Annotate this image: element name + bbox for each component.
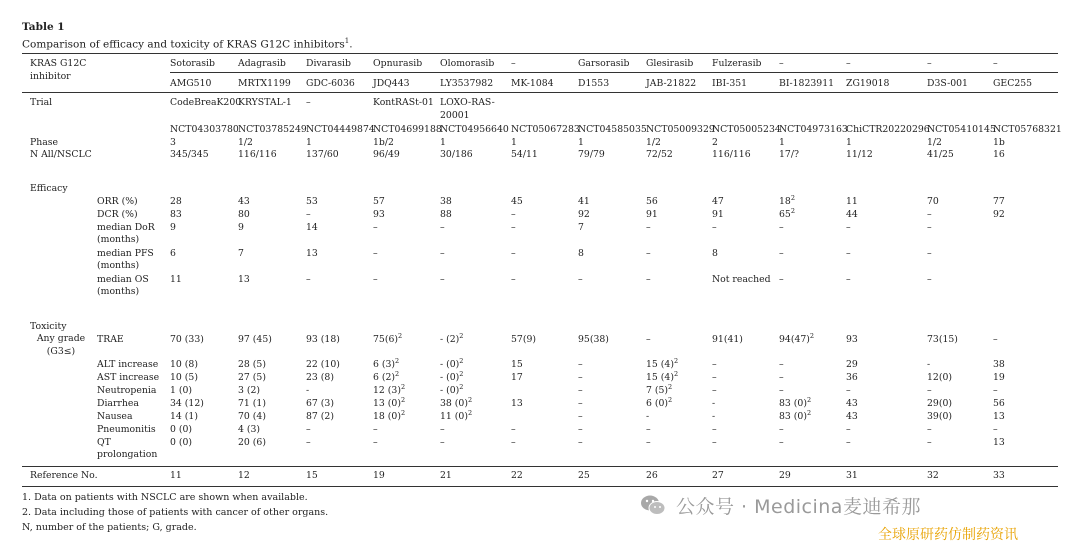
- toxicity-value-cell: 29(0): [927, 398, 952, 409]
- toxicity-value-cell: 10 (8): [170, 359, 198, 370]
- toxicity-value-cell: 83 $(0)^2$: [779, 409, 812, 422]
- n-cell: 17/?: [779, 149, 799, 160]
- nct-cell: NCT05067283: [511, 124, 580, 135]
- efficacy-value-cell: 9: [170, 222, 176, 233]
- footnote-abbrev: N, number of the patients; G, grade.: [22, 522, 197, 533]
- toxicity-value-cell: –: [993, 385, 998, 396]
- toxicity-value-cell: 17: [511, 372, 523, 383]
- toxicity-value-cell: –: [712, 424, 717, 435]
- toxicity-value-cell: 11 $(0)^2$: [440, 409, 473, 422]
- toxicity-value-cell: –: [779, 385, 784, 396]
- reference-cell: 11: [170, 470, 182, 481]
- toxicity-value-cell: –: [927, 424, 932, 435]
- nct-cell: NCT04449874: [306, 124, 375, 135]
- n-cell: 11/12: [846, 149, 873, 160]
- phase-cell: 3: [170, 137, 176, 148]
- table-caption: [22, 20, 353, 52]
- toxicity-value-cell: 34 (12): [170, 398, 204, 409]
- efficacy-label: Efficacy: [30, 183, 68, 194]
- toxicity-value-cell: 39(0): [927, 411, 952, 422]
- efficacy-value-cell: 77: [993, 196, 1005, 207]
- toxicity-value-cell: - $(0)^2$: [440, 357, 464, 370]
- toxicity-value-cell: –: [846, 385, 851, 396]
- efficacy-row-label: median DoR: [97, 222, 155, 233]
- toxicity-value-cell: 19: [993, 372, 1005, 383]
- toxicity-value-cell: –: [578, 359, 583, 370]
- efficacy-value-cell: 70: [927, 196, 939, 207]
- toxicity-value-cell: -: [712, 411, 716, 422]
- phase-cell: 1: [779, 137, 785, 148]
- phase-cell: 1/2: [927, 137, 942, 148]
- toxicity-value-cell: –: [712, 385, 717, 396]
- drug-name-cell: Adagrasib: [238, 58, 286, 69]
- efficacy-value-cell: 80: [238, 209, 250, 220]
- toxicity-value-cell: 93 (18): [306, 334, 340, 345]
- toxicity-value-cell: –: [373, 424, 378, 435]
- toxicity-value-cell: –: [306, 437, 311, 448]
- toxicity-value-cell: –: [646, 437, 651, 448]
- toxicity-value-cell: 91(41): [712, 334, 743, 345]
- efficacy-value-cell: 11: [170, 274, 182, 285]
- toxicity-value-cell: 71 (1): [238, 398, 266, 409]
- efficacy-value-cell: 11: [846, 196, 858, 207]
- efficacy-value-cell: 6: [170, 248, 176, 259]
- efficacy-value-cell: 7: [238, 248, 244, 259]
- toxicity-value-cell: 83 $(0)^2$: [779, 396, 812, 409]
- phase-cell: 1: [846, 137, 852, 148]
- toxicity-value-cell: - $(0)^2$: [440, 383, 464, 396]
- phase-cell: 1b: [993, 137, 1005, 148]
- n-cell: 41/25: [927, 149, 954, 160]
- toxicity-value-cell: –: [306, 424, 311, 435]
- toxicity-value-cell: -: [646, 411, 650, 422]
- toxicity-value-cell: 93: [846, 334, 858, 345]
- table-label: Table 1: [22, 21, 65, 33]
- phase-cell: 1: [440, 137, 446, 148]
- drug-code-cell: D1553: [578, 78, 610, 89]
- efficacy-value-cell: 8: [712, 248, 718, 259]
- toxicity-value-cell: 29: [846, 359, 858, 370]
- toxicity-value-cell: 6 $(0)^2$: [646, 396, 673, 409]
- reference-cell: 12: [238, 470, 250, 481]
- toxicity-value-cell: 1 (0): [170, 385, 193, 396]
- toxicity-value-cell: –: [712, 372, 717, 383]
- efficacy-value-cell: 43: [238, 196, 250, 207]
- efficacy-value-cell: –: [306, 209, 311, 220]
- drug-code-cell: JAB-21822: [646, 78, 697, 89]
- toxicity-value-cell: 15 $(4)^2$: [646, 357, 679, 370]
- toxicity-value-cell: –: [846, 437, 851, 448]
- toxicity-value-cell: –: [511, 437, 516, 448]
- toxicity-value-cell: –: [578, 411, 583, 422]
- drug-name-cell: Olomorasib: [440, 58, 495, 69]
- efficacy-value-cell: 93: [373, 209, 385, 220]
- trial-name-cell: KontRASt-01: [373, 97, 434, 108]
- drug-code-cell: GDC-6036: [306, 78, 355, 89]
- efficacy-value-cell: 13: [306, 248, 318, 259]
- efficacy-value-cell: –: [511, 209, 516, 220]
- efficacy-value-cell: –: [779, 222, 784, 233]
- drug-name-cell: Sotorasib: [170, 58, 215, 69]
- toxicity-value-cell: 20 (6): [238, 437, 266, 448]
- phase-cell: 1/2: [238, 137, 253, 148]
- efficacy-row-sublabel: (months): [97, 234, 140, 245]
- efficacy-value-cell: –: [927, 274, 932, 285]
- efficacy-row-label: median PFS: [97, 248, 154, 259]
- efficacy-value-cell: –: [712, 222, 717, 233]
- efficacy-value-cell: 14: [306, 222, 318, 233]
- nct-cell: NCT05768321: [993, 124, 1062, 135]
- efficacy-value-cell: –: [846, 222, 851, 233]
- efficacy-value-cell: –: [440, 248, 445, 259]
- nct-cell: NCT04956640: [440, 124, 509, 135]
- toxicity-value-cell: 13: [993, 411, 1005, 422]
- toxicity-value-cell: - $(0)^2$: [440, 370, 464, 383]
- toxicity-value-cell: 87 (2): [306, 411, 334, 422]
- efficacy-value-cell: –: [927, 222, 932, 233]
- phase-cell: 1: [306, 137, 312, 148]
- efficacy-value-cell: –: [927, 248, 932, 259]
- efficacy-value-cell: 56: [646, 196, 658, 207]
- drug-code-cell: GEC255: [993, 78, 1033, 89]
- efficacy-value-cell: –: [511, 248, 516, 259]
- n-label: N All/NSCLC: [30, 149, 92, 160]
- toxicity-value-cell: 56: [993, 398, 1005, 409]
- toxicity-value-cell: –: [373, 437, 378, 448]
- efficacy-value-cell: 53: [306, 196, 318, 207]
- toxicity-value-cell: –: [927, 437, 932, 448]
- nct-cell: NCT05410145: [927, 124, 996, 135]
- efficacy-value-cell: 83: [170, 209, 182, 220]
- table-title: Comparison of efficacy and toxicity of KRAS G12C inhibitors$^1$.: [22, 37, 353, 51]
- drug-name-cell: –: [993, 58, 998, 69]
- toxicity-value-cell: –: [712, 437, 717, 448]
- efficacy-value-cell: 91: [712, 209, 724, 220]
- toxicity-value-cell: –: [779, 437, 784, 448]
- drug-name-cell: Opnurasib: [373, 58, 423, 69]
- toxicity-row-label: Pneumonitis: [97, 424, 156, 435]
- efficacy-value-cell: –: [646, 248, 651, 259]
- table-top-rule: [22, 53, 1058, 54]
- efficacy-value-cell: 47: [712, 196, 724, 207]
- toxicity-value-cell: 38 $(0)^2$: [440, 396, 473, 409]
- toxicity-label: Toxicity: [30, 321, 67, 332]
- efficacy-value-cell: 57: [373, 196, 385, 207]
- nct-cell: NCT05009329: [646, 124, 715, 135]
- efficacy-value-cell: Not reached: [712, 274, 771, 285]
- toxicity-value-cell: –: [578, 385, 583, 396]
- efficacy-value-cell: 88: [440, 209, 452, 220]
- efficacy-value-cell: –: [373, 222, 378, 233]
- drug-name-cell: Fulzerasib: [712, 58, 762, 69]
- toxicity-value-cell: 38: [993, 359, 1005, 370]
- reference-cell: 29: [779, 470, 791, 481]
- toxicity-value-cell: 23 (8): [306, 372, 334, 383]
- toxicity-value-cell: 27 (5): [238, 372, 266, 383]
- toxicity-value-cell: –: [440, 437, 445, 448]
- toxicity-value-cell: 13 $(0)^2$: [373, 396, 406, 409]
- efficacy-value-cell: –: [846, 248, 851, 259]
- toxicity-value-cell: -: [927, 359, 931, 370]
- toxicity-value-cell: 22 (10): [306, 359, 340, 370]
- trial-name-cell: KRYSTAL-1: [238, 97, 292, 108]
- efficacy-value-cell: –: [578, 274, 583, 285]
- toxicity-value-cell: –: [578, 424, 583, 435]
- drug-code-cell: IBI-351: [712, 78, 748, 89]
- n-cell: 116/116: [712, 149, 751, 160]
- efficacy-value-cell: 92: [578, 209, 590, 220]
- efficacy-value-cell: 7: [578, 222, 584, 233]
- phase-cell: 2: [712, 137, 718, 148]
- efficacy-value-cell: –: [440, 222, 445, 233]
- toxicity-value-cell: 70 (4): [238, 411, 266, 422]
- drug-code-cell: MK-1084: [511, 78, 554, 89]
- nct-cell: NCT04303780: [170, 124, 239, 135]
- toxicity-value-cell: 18 $(0)^2$: [373, 409, 406, 422]
- efficacy-value-cell: 92: [993, 209, 1005, 220]
- table-bottom-rule: [22, 486, 1058, 487]
- toxicity-value-cell: -: [306, 385, 310, 396]
- toxicity-row-label: TRAE: [97, 334, 124, 345]
- drug-code-cell: AMG510: [170, 78, 212, 89]
- toxicity-value-cell: 95(38): [578, 334, 609, 345]
- toxicity-value-cell: 0 (0): [170, 437, 193, 448]
- efficacy-value-cell: –: [440, 274, 445, 285]
- drug-name-cell: Divarasib: [306, 58, 351, 69]
- reference-cell: 22: [511, 470, 523, 481]
- drug-name-cell: –: [511, 58, 516, 69]
- efficacy-value-cell: –: [511, 222, 516, 233]
- n-cell: 72/52: [646, 149, 673, 160]
- toxicity-value-cell: 12(0): [927, 372, 952, 383]
- drug-code-cell: JDQ443: [373, 78, 410, 89]
- reference-cell: 25: [578, 470, 590, 481]
- efficacy-value-cell: 91: [646, 209, 658, 220]
- efficacy-value-cell: $18^2$: [779, 194, 795, 207]
- header-row-label: KRAS G12C inhibitor: [30, 58, 87, 82]
- toxicity-value-cell: –: [511, 424, 516, 435]
- reference-cell: 31: [846, 470, 858, 481]
- toxicity-row-label: Neutropenia: [97, 385, 157, 396]
- phase-label: Phase: [30, 137, 59, 148]
- efficacy-row-label: ORR (%): [97, 196, 138, 207]
- toxicity-value-cell: 57(9): [511, 334, 536, 345]
- trial-name-cell: –: [306, 97, 311, 108]
- footnote-1: 1. Data on patients with NSCLC are shown when available.: [22, 492, 308, 503]
- watermark-subtitle: 全球原研药仿制药资讯: [878, 527, 1018, 543]
- trial-label: Trial: [30, 97, 53, 108]
- toxicity-value-cell: –: [779, 359, 784, 370]
- efficacy-value-cell: 9: [238, 222, 244, 233]
- toxicity-value-cell: 67 (3): [306, 398, 334, 409]
- reference-cell: 15: [306, 470, 318, 481]
- toxicity-value-cell: 28 (5): [238, 359, 266, 370]
- n-cell: 137/60: [306, 149, 339, 160]
- efficacy-value-cell: –: [373, 248, 378, 259]
- toxicity-value-cell: 7 $(5)^2$: [646, 383, 673, 396]
- toxicity-row-sublabel: prolongation: [97, 449, 158, 460]
- efficacy-value-cell: 45: [511, 196, 523, 207]
- trial-name-cell: LOXO-RAS-20001: [440, 97, 495, 121]
- toxicity-row-label: AST increase: [97, 372, 160, 383]
- toxicity-value-cell: –: [578, 398, 583, 409]
- toxicity-value-cell: - $(2)^2$: [440, 332, 464, 345]
- n-cell: 54/11: [511, 149, 538, 160]
- toxicity-value-cell: –: [712, 359, 717, 370]
- footnotes: [22, 490, 328, 535]
- n-cell: 16: [993, 149, 1005, 160]
- efficacy-value-cell: 38: [440, 196, 452, 207]
- toxicity-value-cell: $75(6)^2$: [373, 332, 403, 345]
- drug-name-cell: –: [779, 58, 784, 69]
- toxicity-value-cell: –: [779, 372, 784, 383]
- toxicity-value-cell: –: [779, 424, 784, 435]
- drug-name-cell: Garsorasib: [578, 58, 630, 69]
- toxicity-value-cell: –: [440, 424, 445, 435]
- efficacy-row-label: DCR (%): [97, 209, 138, 220]
- toxicity-value-cell: –: [578, 437, 583, 448]
- reference-cell: 26: [646, 470, 658, 481]
- reference-cell: 33: [993, 470, 1005, 481]
- nct-cell: NCT04585035: [578, 124, 647, 135]
- reference-cell: 21: [440, 470, 452, 481]
- toxicity-value-cell: 0 (0): [170, 424, 193, 435]
- drug-code-cell: LY3537982: [440, 78, 494, 89]
- efficacy-row-sublabel: (months): [97, 286, 140, 297]
- toxicity-value-cell: –: [646, 424, 651, 435]
- efficacy-value-cell: –: [646, 274, 651, 285]
- toxicity-value-cell: $94(47)^2$: [779, 332, 815, 345]
- trial-name-cell: CodeBreaK200: [170, 97, 242, 108]
- toxicity-value-cell: 97 (45): [238, 334, 272, 345]
- toxicity-value-cell: 73(15): [927, 334, 958, 345]
- efficacy-value-cell: –: [646, 222, 651, 233]
- phase-cell: 1/2: [646, 137, 661, 148]
- toxicity-value-cell: –: [646, 334, 651, 345]
- toxicity-value-cell: 36: [846, 372, 858, 383]
- phase-cell: 1: [511, 137, 517, 148]
- wechat-icon: [640, 494, 666, 516]
- nct-cell: NCT05005234: [712, 124, 781, 135]
- reference-label: Reference No.: [30, 470, 98, 481]
- toxicity-value-cell: 43: [846, 398, 858, 409]
- watermark-text: 公众号 · Medicina麦迪希那: [676, 496, 921, 518]
- n-cell: 79/79: [578, 149, 605, 160]
- efficacy-value-cell: 44: [846, 209, 858, 220]
- header-bottom-rule: [22, 92, 1058, 93]
- toxicity-value-cell: 13: [511, 398, 523, 409]
- efficacy-value-cell: 8: [578, 248, 584, 259]
- drug-code-cell: D3S-001: [927, 78, 968, 89]
- toxicity-value-cell: –: [927, 385, 932, 396]
- toxicity-value-cell: –: [993, 424, 998, 435]
- n-cell: 96/49: [373, 149, 400, 160]
- drug-code-cell: BI-1823911: [779, 78, 835, 89]
- efficacy-row-sublabel: (months): [97, 260, 140, 271]
- toxicity-value-cell: 70 (33): [170, 334, 204, 345]
- header-subrule: [170, 72, 1058, 73]
- efficacy-value-cell: 41: [578, 196, 590, 207]
- toxicity-value-cell: 14 (1): [170, 411, 198, 422]
- n-cell: 30/186: [440, 149, 473, 160]
- reference-top-rule: [22, 466, 1058, 467]
- toxicity-row-label: ALT increase: [97, 359, 159, 370]
- toxicity-value-cell: 6 $(3)^2$: [373, 357, 400, 370]
- efficacy-value-cell: –: [306, 274, 311, 285]
- efficacy-value-cell: –: [846, 274, 851, 285]
- toxicity-row-label: QT: [97, 437, 111, 448]
- efficacy-value-cell: $65^2$: [779, 207, 795, 220]
- toxicity-value-cell: –: [578, 372, 583, 383]
- reference-cell: 32: [927, 470, 939, 481]
- efficacy-row-label: median OS: [97, 274, 149, 285]
- toxicity-value-cell: –: [993, 334, 998, 345]
- efficacy-value-cell: 28: [170, 196, 182, 207]
- toxicity-value-cell: 3 (2): [238, 385, 261, 396]
- toxicity-value-cell: 12 $(3)^2$: [373, 383, 406, 396]
- toxicity-group-label: Any grade (G3≤): [36, 333, 86, 357]
- toxicity-value-cell: 43: [846, 411, 858, 422]
- efficacy-value-cell: 13: [238, 274, 250, 285]
- toxicity-value-cell: 6 $(2)^2$: [373, 370, 400, 383]
- efficacy-value-cell: –: [779, 248, 784, 259]
- drug-code-cell: MRTX1199: [238, 78, 291, 89]
- toxicity-value-cell: 13: [993, 437, 1005, 448]
- reference-cell: 19: [373, 470, 385, 481]
- efficacy-value-cell: –: [779, 274, 784, 285]
- nct-cell: NCT04699188: [373, 124, 442, 135]
- n-cell: 116/116: [238, 149, 277, 160]
- toxicity-value-cell: -: [712, 398, 716, 409]
- drug-name-cell: –: [846, 58, 851, 69]
- efficacy-value-cell: –: [373, 274, 378, 285]
- drug-code-cell: ZG19018: [846, 78, 890, 89]
- n-cell: 345/345: [170, 149, 209, 160]
- phase-cell: 1: [578, 137, 584, 148]
- toxicity-value-cell: –: [846, 424, 851, 435]
- nct-cell: ChiCTR20220296: [846, 124, 930, 135]
- toxicity-value-cell: 4 (3): [238, 424, 261, 435]
- toxicity-row-label: Nausea: [97, 411, 133, 422]
- toxicity-value-cell: 15 $(4)^2$: [646, 370, 679, 383]
- reference-cell: 27: [712, 470, 724, 481]
- toxicity-value-cell: 10 (5): [170, 372, 198, 383]
- phase-cell: 1b/2: [373, 137, 394, 148]
- toxicity-value-cell: 15: [511, 359, 523, 370]
- efficacy-value-cell: –: [511, 274, 516, 285]
- watermark: [640, 492, 921, 519]
- drug-name-cell: Glesirasib: [646, 58, 694, 69]
- nct-cell: NCT03785249: [238, 124, 307, 135]
- drug-name-cell: –: [927, 58, 932, 69]
- nct-cell: NCT04973163: [779, 124, 848, 135]
- toxicity-row-label: Diarrhea: [97, 398, 139, 409]
- footnote-2: 2. Data including those of patients with cancer of other organs.: [22, 507, 329, 518]
- efficacy-value-cell: –: [927, 209, 932, 220]
